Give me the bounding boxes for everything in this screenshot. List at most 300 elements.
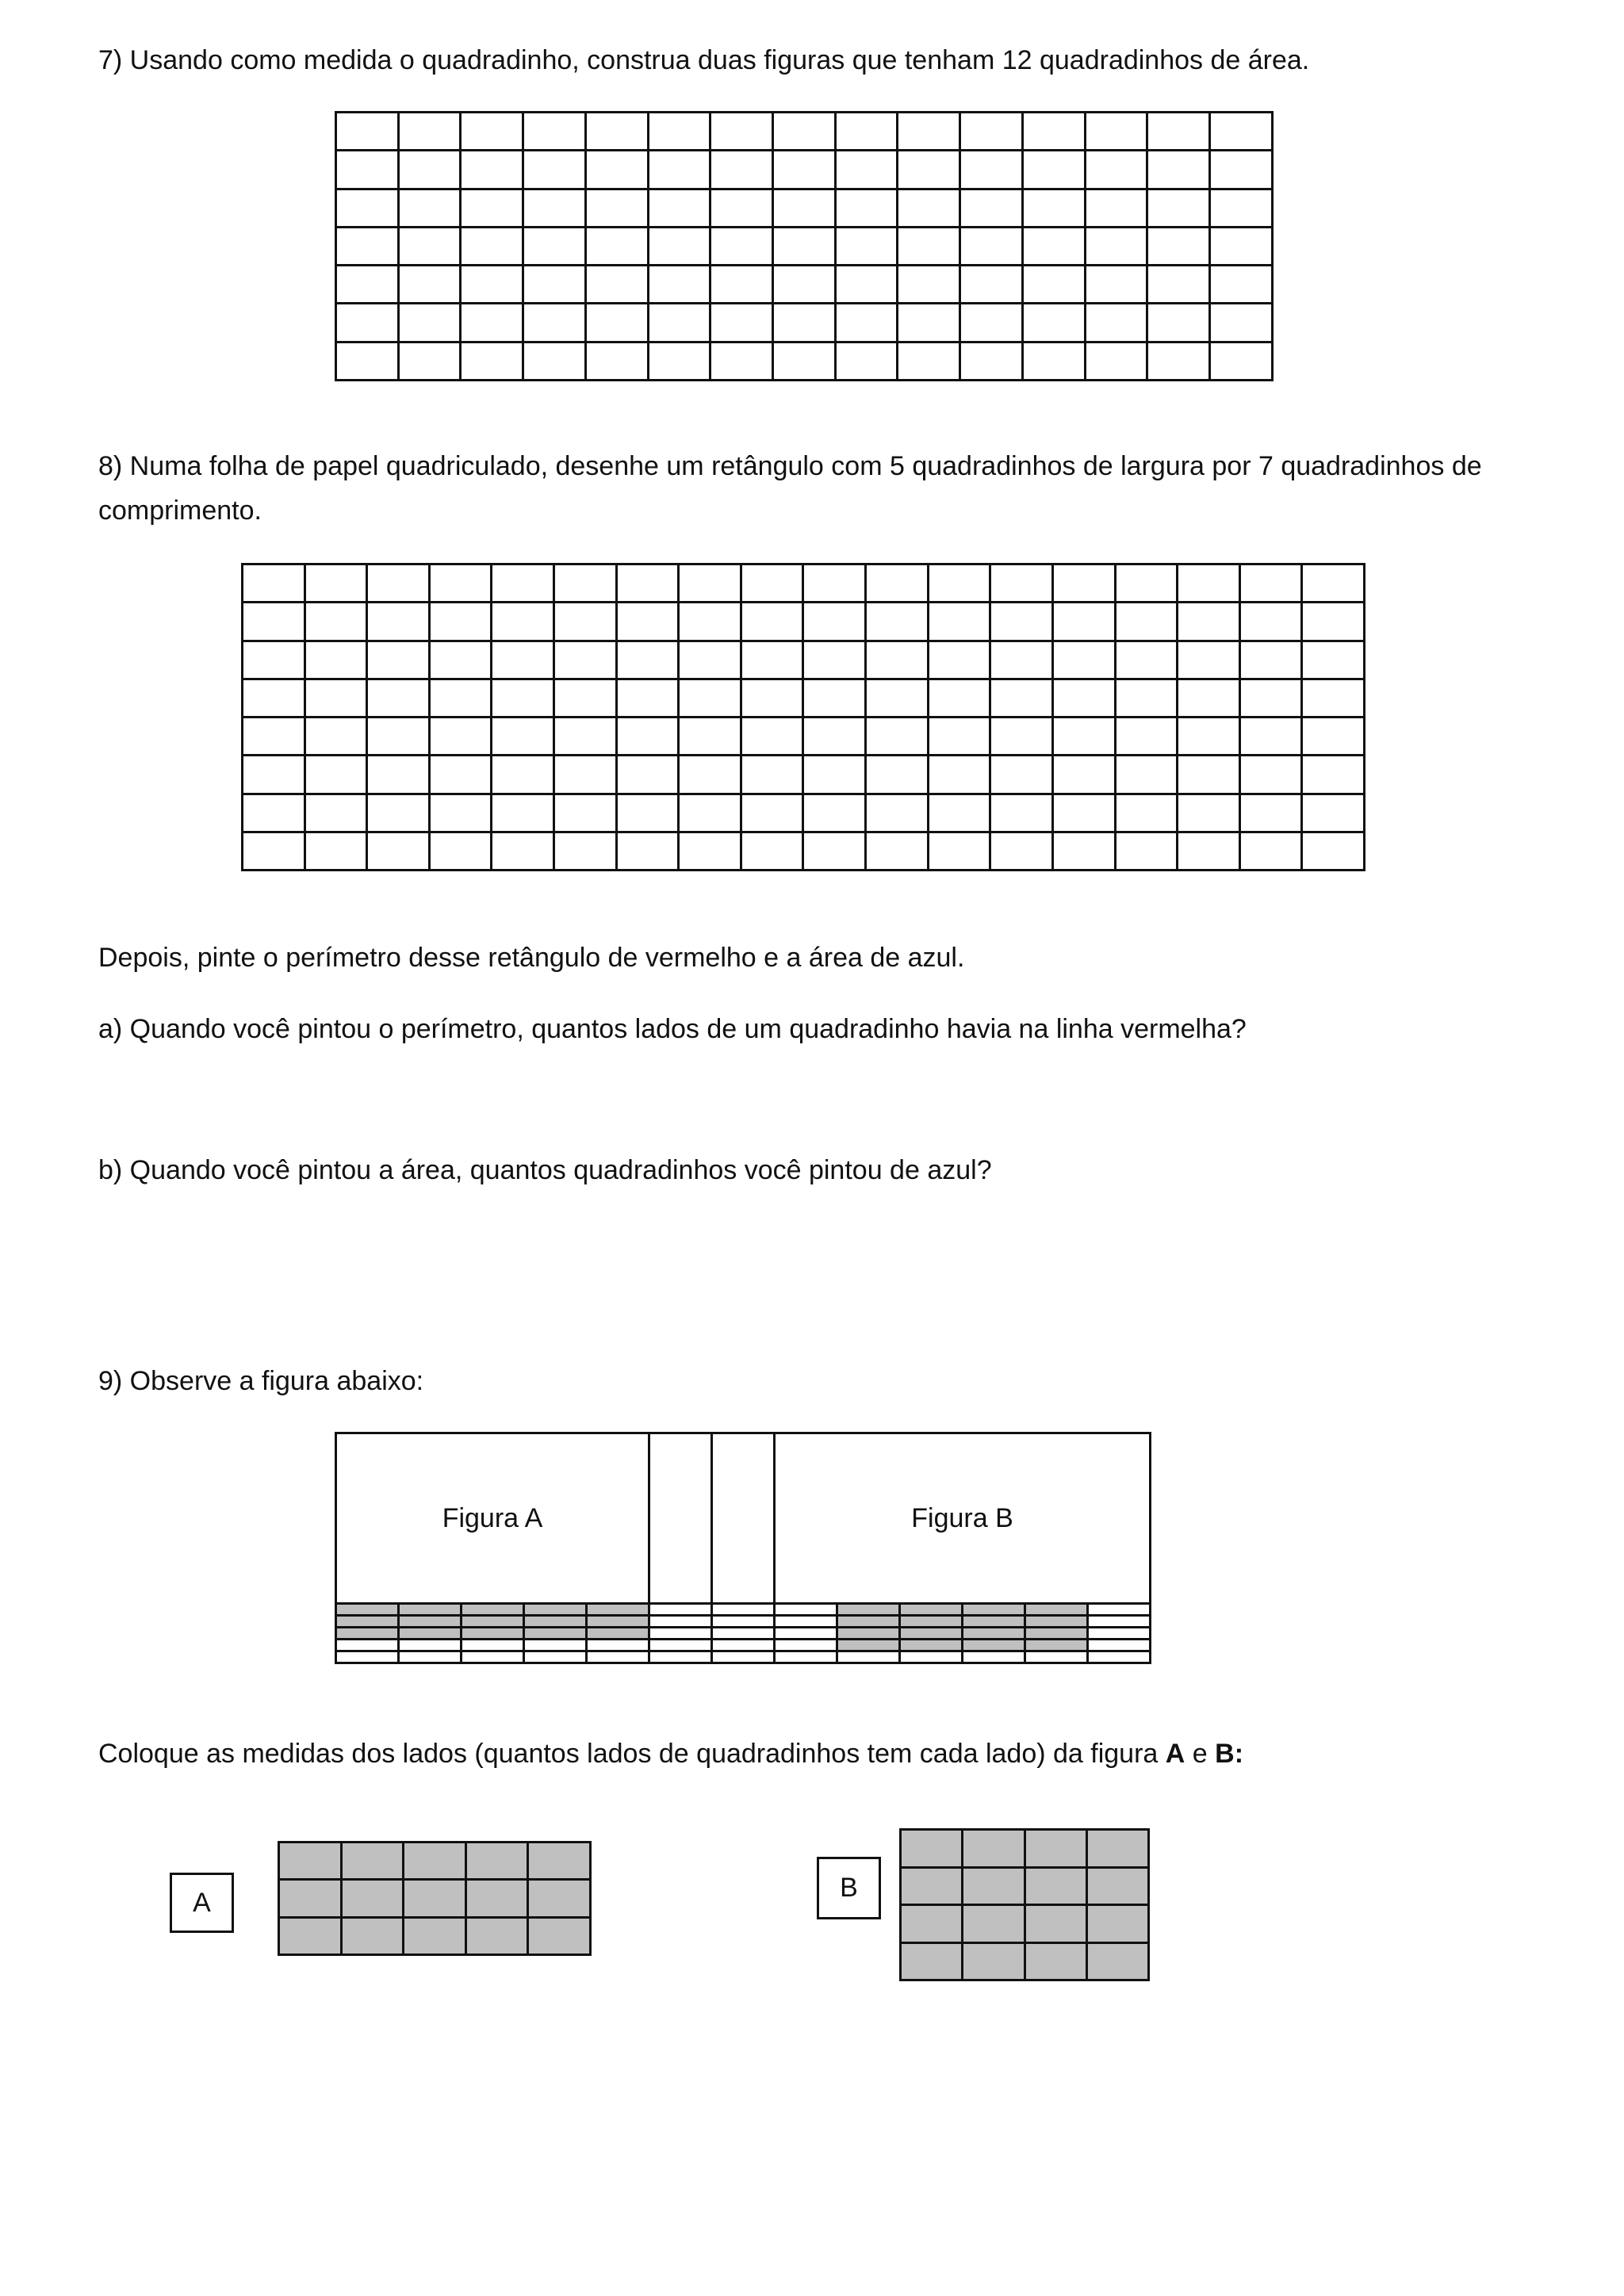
grid-cell[interactable] xyxy=(1178,832,1240,870)
grid-cell[interactable] xyxy=(304,718,367,756)
grid-cell[interactable] xyxy=(773,227,836,265)
grid-cell[interactable] xyxy=(367,718,430,756)
grid-cell[interactable] xyxy=(960,113,1023,151)
grid-cell[interactable] xyxy=(585,189,648,227)
grid-row xyxy=(279,1917,591,1954)
grid-cell[interactable] xyxy=(336,151,399,189)
grid-cell xyxy=(465,1843,528,1880)
grid-cell[interactable] xyxy=(1022,151,1085,189)
q7-text: 7) Usando como medida o quadradinho, construa duas figuras que tenham 12 quadradinhos de área. xyxy=(98,45,1310,75)
grid-cell xyxy=(901,1905,963,1943)
grid-cell[interactable] xyxy=(1302,718,1365,756)
grid-cell[interactable] xyxy=(648,151,710,189)
grid-cell xyxy=(649,1433,712,1604)
grid-cell[interactable] xyxy=(960,304,1023,342)
grid-row xyxy=(243,832,1365,870)
grid-cell[interactable] xyxy=(960,342,1023,380)
grid-cell[interactable] xyxy=(398,342,461,380)
grid-cell[interactable] xyxy=(243,756,305,794)
grid-cell[interactable] xyxy=(1052,756,1115,794)
grid-cell[interactable] xyxy=(928,564,990,603)
grid-cell[interactable] xyxy=(990,603,1053,641)
grid-cell[interactable] xyxy=(336,189,399,227)
grid-cell[interactable] xyxy=(648,266,710,304)
grid-cell xyxy=(341,1880,404,1917)
grid-cell[interactable] xyxy=(741,679,803,717)
grid-cell[interactable] xyxy=(741,564,803,603)
grid-cell xyxy=(712,1604,775,1616)
grid-cell[interactable] xyxy=(1210,342,1273,380)
grid-cell[interactable] xyxy=(1239,832,1302,870)
grid-cell[interactable] xyxy=(1178,718,1240,756)
grid-cell[interactable] xyxy=(866,832,929,870)
grid-cell[interactable] xyxy=(492,832,554,870)
grid-cell[interactable] xyxy=(648,342,710,380)
grid-cell[interactable] xyxy=(898,342,960,380)
grid-cell[interactable] xyxy=(398,227,461,265)
grid-cell[interactable] xyxy=(1147,113,1210,151)
grid-cell[interactable] xyxy=(835,342,898,380)
grid-cell[interactable] xyxy=(304,756,367,794)
grid-cell[interactable] xyxy=(773,113,836,151)
grid-cell[interactable] xyxy=(1302,794,1365,832)
grid-cell[interactable] xyxy=(367,564,430,603)
grid-cell[interactable] xyxy=(710,227,773,265)
q8-text-line2: comprimento. xyxy=(98,496,262,526)
grid-cell[interactable] xyxy=(1210,113,1273,151)
grid-cell[interactable] xyxy=(461,151,523,189)
grid-row xyxy=(279,1843,591,1880)
grid-cell xyxy=(462,1616,524,1628)
grid-cell[interactable] xyxy=(1115,679,1178,717)
grid-cell xyxy=(279,1880,342,1917)
grid-cell[interactable] xyxy=(741,641,803,679)
figure-a-grid xyxy=(278,1841,592,1956)
grid-cell[interactable] xyxy=(1239,564,1302,603)
grid-cell[interactable] xyxy=(1178,641,1240,679)
grid-cell[interactable] xyxy=(461,304,523,342)
grid-cell[interactable] xyxy=(866,603,929,641)
grid-cell[interactable] xyxy=(1147,342,1210,380)
grid-cell[interactable] xyxy=(928,603,990,641)
grid-cell[interactable] xyxy=(304,679,367,717)
grid-cell[interactable] xyxy=(741,603,803,641)
grid-cell[interactable] xyxy=(1085,342,1147,380)
grid-cell xyxy=(462,1604,524,1616)
grid-cell[interactable] xyxy=(429,564,492,603)
grid-cell[interactable] xyxy=(554,679,617,717)
grid-cell[interactable] xyxy=(866,564,929,603)
grid-cell[interactable] xyxy=(304,794,367,832)
grid-cell[interactable] xyxy=(928,718,990,756)
grid-cell[interactable] xyxy=(898,227,960,265)
grid-cell[interactable] xyxy=(741,718,803,756)
grid-cell[interactable] xyxy=(835,304,898,342)
grid-cell[interactable] xyxy=(710,266,773,304)
grid-cell[interactable] xyxy=(585,227,648,265)
grid-cell[interactable] xyxy=(679,794,741,832)
grid-cell[interactable] xyxy=(803,679,866,717)
grid-cell xyxy=(963,1616,1025,1628)
grid-cell[interactable] xyxy=(1210,189,1273,227)
grid-cell xyxy=(587,1640,649,1651)
grid-q9 xyxy=(335,1432,1151,1664)
grid-cell[interactable] xyxy=(1115,794,1178,832)
grid-row xyxy=(901,1830,1149,1868)
grid-cell[interactable] xyxy=(1052,794,1115,832)
grid-cell[interactable] xyxy=(1052,718,1115,756)
grid-cell[interactable] xyxy=(990,756,1053,794)
grid-cell[interactable] xyxy=(1115,603,1178,641)
grid-cell[interactable] xyxy=(336,304,399,342)
grid-cell[interactable] xyxy=(1022,113,1085,151)
grid-cell[interactable] xyxy=(928,756,990,794)
grid-cell[interactable] xyxy=(1302,603,1365,641)
grid-cell[interactable] xyxy=(1302,679,1365,717)
grid-cell[interactable] xyxy=(1115,564,1178,603)
grid-cell[interactable] xyxy=(1302,832,1365,870)
grid-cell[interactable] xyxy=(585,151,648,189)
q9-measure-and: e xyxy=(1185,1739,1216,1769)
grid-cell[interactable] xyxy=(803,832,866,870)
grid-cell[interactable] xyxy=(773,304,836,342)
q9-measure-a: A xyxy=(1165,1739,1185,1769)
grid-cell[interactable] xyxy=(461,342,523,380)
grid-cell[interactable] xyxy=(367,641,430,679)
grid-cell[interactable] xyxy=(461,189,523,227)
grid-cell[interactable] xyxy=(835,189,898,227)
grid-cell[interactable] xyxy=(336,227,399,265)
grid-cell xyxy=(528,1880,591,1917)
grid-cell[interactable] xyxy=(648,304,710,342)
q8-text-line1: 8) Numa folha de papel quadriculado, desenhe um retângulo com 5 quadradinhos de largura por 7 quadradinhos de xyxy=(98,451,1482,481)
grid-cell[interactable] xyxy=(243,832,305,870)
grid-cell[interactable] xyxy=(679,603,741,641)
grid-cell[interactable] xyxy=(523,227,586,265)
grid-cell[interactable] xyxy=(1052,832,1115,870)
grid-cell[interactable] xyxy=(679,832,741,870)
grid-cell[interactable] xyxy=(990,832,1053,870)
grid-cell[interactable] xyxy=(1052,564,1115,603)
grid-q7[interactable] xyxy=(335,111,1274,381)
grid-cell[interactable] xyxy=(960,266,1023,304)
grid-cell[interactable] xyxy=(866,794,929,832)
grid-cell[interactable] xyxy=(866,679,929,717)
grid-cell[interactable] xyxy=(773,266,836,304)
grid-cell[interactable] xyxy=(741,756,803,794)
grid-cell xyxy=(901,1830,963,1868)
grid-cell xyxy=(837,1604,900,1616)
grid-row xyxy=(336,1640,1151,1651)
grid-cell[interactable] xyxy=(679,718,741,756)
grid-cell[interactable] xyxy=(243,794,305,832)
grid-cell xyxy=(341,1917,404,1954)
grid-cell[interactable] xyxy=(898,266,960,304)
grid-cell xyxy=(465,1917,528,1954)
grid-cell[interactable] xyxy=(1052,603,1115,641)
grid-cell[interactable] xyxy=(1302,564,1365,603)
grid-cell xyxy=(900,1616,963,1628)
grid-cell[interactable] xyxy=(429,641,492,679)
grid-cell[interactable] xyxy=(928,832,990,870)
grid-cell[interactable] xyxy=(679,679,741,717)
grid-cell[interactable] xyxy=(990,718,1053,756)
grid-cell[interactable] xyxy=(1085,189,1147,227)
grid-cell[interactable] xyxy=(1085,113,1147,151)
grid-cell[interactable] xyxy=(679,564,741,603)
grid-cell[interactable] xyxy=(492,679,554,717)
grid-cell[interactable] xyxy=(554,603,617,641)
grid-cell[interactable] xyxy=(1239,794,1302,832)
grid-cell[interactable] xyxy=(367,794,430,832)
grid-cell[interactable] xyxy=(304,832,367,870)
grid-cell[interactable] xyxy=(1239,641,1302,679)
grid-cell[interactable] xyxy=(710,189,773,227)
grid-cell[interactable] xyxy=(492,718,554,756)
grid-cell[interactable] xyxy=(616,603,679,641)
grid-cell[interactable] xyxy=(835,151,898,189)
grid-cell[interactable] xyxy=(1052,641,1115,679)
grid-cell[interactable] xyxy=(1022,342,1085,380)
grid-cell[interactable] xyxy=(523,113,586,151)
grid-cell[interactable] xyxy=(243,679,305,717)
q9-measure-text xyxy=(98,1732,1243,1776)
grid-cell[interactable] xyxy=(803,603,866,641)
grid-cell[interactable] xyxy=(616,641,679,679)
grid-cell[interactable] xyxy=(429,756,492,794)
grid-cell[interactable] xyxy=(429,718,492,756)
grid-cell[interactable] xyxy=(523,266,586,304)
grid-cell[interactable] xyxy=(367,756,430,794)
grid-cell[interactable] xyxy=(585,266,648,304)
grid-cell[interactable] xyxy=(616,679,679,717)
grid-cell[interactable] xyxy=(898,189,960,227)
label-box-b: B xyxy=(817,1857,881,1919)
grid-cell[interactable] xyxy=(773,189,836,227)
grid-cell[interactable] xyxy=(304,603,367,641)
grid-cell[interactable] xyxy=(803,718,866,756)
grid-cell[interactable] xyxy=(554,641,617,679)
grid-cell[interactable] xyxy=(492,794,554,832)
grid-cell[interactable] xyxy=(1115,756,1178,794)
grid-cell[interactable] xyxy=(336,342,399,380)
grid-cell[interactable] xyxy=(1210,266,1273,304)
grid-cell[interactable] xyxy=(898,304,960,342)
grid-cell[interactable] xyxy=(990,679,1053,717)
grid-cell[interactable] xyxy=(554,718,617,756)
grid-cell[interactable] xyxy=(960,189,1023,227)
grid-cell[interactable] xyxy=(1022,266,1085,304)
grid-cell[interactable] xyxy=(1239,679,1302,717)
grid-cell[interactable] xyxy=(554,832,617,870)
grid-cell[interactable] xyxy=(243,564,305,603)
grid-cell[interactable] xyxy=(1178,756,1240,794)
grid-cell[interactable] xyxy=(1239,718,1302,756)
grid-cell[interactable] xyxy=(960,151,1023,189)
grid-cell[interactable] xyxy=(803,564,866,603)
grid-cell[interactable] xyxy=(710,113,773,151)
grid-cell[interactable] xyxy=(398,189,461,227)
grid-cell xyxy=(341,1843,404,1880)
grid-cell[interactable] xyxy=(1178,603,1240,641)
grid-cell xyxy=(712,1433,775,1604)
grid-cell[interactable] xyxy=(1210,227,1273,265)
grid-cell[interactable] xyxy=(554,564,617,603)
grid-cell[interactable] xyxy=(866,718,929,756)
grid-cell xyxy=(399,1628,462,1640)
grid-cell[interactable] xyxy=(461,113,523,151)
grid-row xyxy=(336,113,1273,151)
grid-cell[interactable] xyxy=(554,756,617,794)
grid-cell[interactable] xyxy=(960,227,1023,265)
grid-cell[interactable] xyxy=(803,794,866,832)
grid-cell[interactable] xyxy=(928,641,990,679)
grid-cell[interactable] xyxy=(429,794,492,832)
grid-cell[interactable] xyxy=(1147,227,1210,265)
grid-cell[interactable] xyxy=(1178,679,1240,717)
grid-cell xyxy=(1088,1628,1151,1640)
grid-cell[interactable] xyxy=(1239,603,1302,641)
grid-cell[interactable] xyxy=(1022,304,1085,342)
grid-cell[interactable] xyxy=(429,832,492,870)
grid-cell[interactable] xyxy=(1115,832,1178,870)
grid-cell[interactable] xyxy=(336,266,399,304)
grid-cell[interactable] xyxy=(648,113,710,151)
grid-cell[interactable] xyxy=(492,756,554,794)
grid-cell[interactable] xyxy=(585,113,648,151)
grid-cell[interactable] xyxy=(585,304,648,342)
grid-cell[interactable] xyxy=(1085,266,1147,304)
grid-cell[interactable] xyxy=(773,151,836,189)
grid-cell[interactable] xyxy=(898,151,960,189)
grid-cell[interactable] xyxy=(1147,189,1210,227)
grid-cell[interactable] xyxy=(1147,304,1210,342)
grid-cell[interactable] xyxy=(492,564,554,603)
grid-cell[interactable] xyxy=(1052,679,1115,717)
grid-cell[interactable] xyxy=(1178,564,1240,603)
grid-cell[interactable] xyxy=(367,603,430,641)
grid-cell[interactable] xyxy=(1147,266,1210,304)
grid-cell[interactable] xyxy=(1210,151,1273,189)
grid-cell[interactable] xyxy=(679,756,741,794)
grid-cell[interactable] xyxy=(1210,304,1273,342)
grid-cell[interactable] xyxy=(398,151,461,189)
grid-cell[interactable] xyxy=(554,794,617,832)
grid-cell[interactable] xyxy=(990,564,1053,603)
grid-cell[interactable] xyxy=(928,794,990,832)
grid-cell[interactable] xyxy=(304,564,367,603)
grid-cell xyxy=(524,1651,587,1663)
grid-cell[interactable] xyxy=(616,832,679,870)
grid-cell xyxy=(336,1604,399,1616)
grid-cell[interactable] xyxy=(243,603,305,641)
grid-cell[interactable] xyxy=(398,266,461,304)
grid-cell[interactable] xyxy=(367,832,430,870)
grid-cell[interactable] xyxy=(741,794,803,832)
grid-cell xyxy=(462,1640,524,1651)
grid-cell[interactable] xyxy=(523,342,586,380)
grid-cell[interactable] xyxy=(648,227,710,265)
grid-cell[interactable] xyxy=(773,342,836,380)
grid-cell[interactable] xyxy=(616,718,679,756)
grid-cell[interactable] xyxy=(803,756,866,794)
grid-cell xyxy=(1025,1628,1088,1640)
grid-cell[interactable] xyxy=(1115,718,1178,756)
grid-cell[interactable] xyxy=(1115,641,1178,679)
grid-cell xyxy=(1025,1640,1088,1651)
grid-cell[interactable] xyxy=(710,342,773,380)
grid-cell[interactable] xyxy=(835,266,898,304)
grid-cell[interactable] xyxy=(461,266,523,304)
grid-cell[interactable] xyxy=(492,641,554,679)
grid-cell[interactable] xyxy=(1085,227,1147,265)
grid-cell[interactable] xyxy=(304,641,367,679)
grid-cell[interactable] xyxy=(336,113,399,151)
grid-cell[interactable] xyxy=(1085,151,1147,189)
grid-cell[interactable] xyxy=(616,756,679,794)
grid-cell[interactable] xyxy=(1178,794,1240,832)
grid-cell[interactable] xyxy=(429,603,492,641)
grid-cell[interactable] xyxy=(898,113,960,151)
grid-cell[interactable] xyxy=(835,113,898,151)
grid-cell xyxy=(900,1651,963,1663)
grid-cell[interactable] xyxy=(803,641,866,679)
grid-cell[interactable] xyxy=(429,679,492,717)
grid-cell[interactable] xyxy=(1302,756,1365,794)
grid-cell[interactable] xyxy=(835,227,898,265)
grid-cell[interactable] xyxy=(243,641,305,679)
grid-cell[interactable] xyxy=(990,641,1053,679)
grid-cell[interactable] xyxy=(679,641,741,679)
grid-cell xyxy=(528,1917,591,1954)
grid-cell[interactable] xyxy=(523,189,586,227)
grid-cell[interactable] xyxy=(648,189,710,227)
grid-cell[interactable] xyxy=(1302,641,1365,679)
grid-cell[interactable] xyxy=(616,564,679,603)
grid-cell[interactable] xyxy=(710,304,773,342)
grid-cell xyxy=(649,1616,712,1628)
grid-cell[interactable] xyxy=(461,227,523,265)
grid-row xyxy=(336,266,1273,304)
grid-cell[interactable] xyxy=(741,832,803,870)
grid-cell xyxy=(279,1917,342,1954)
grid-cell[interactable] xyxy=(1022,189,1085,227)
q8-item-a: a) Quando você pintou o perímetro, quantos lados de um quadradinho havia na linha vermelha? xyxy=(98,1014,1247,1044)
grid-cell[interactable] xyxy=(866,641,929,679)
grid-cell[interactable] xyxy=(398,304,461,342)
grid-cell[interactable] xyxy=(492,603,554,641)
grid-cell[interactable] xyxy=(1147,151,1210,189)
grid-cell[interactable] xyxy=(243,718,305,756)
grid-cell[interactable] xyxy=(710,151,773,189)
grid-cell xyxy=(963,1830,1025,1868)
grid-cell xyxy=(775,1628,837,1640)
grid-cell[interactable] xyxy=(616,794,679,832)
grid-cell[interactable] xyxy=(866,756,929,794)
grid-cell[interactable] xyxy=(928,679,990,717)
grid-q8[interactable] xyxy=(241,563,1365,871)
grid-cell[interactable] xyxy=(523,304,586,342)
grid-cell[interactable] xyxy=(523,151,586,189)
grid-cell[interactable] xyxy=(1085,304,1147,342)
grid-cell[interactable] xyxy=(990,794,1053,832)
grid-cell xyxy=(524,1616,587,1628)
grid-cell[interactable] xyxy=(585,342,648,380)
grid-cell[interactable] xyxy=(1239,756,1302,794)
grid-cell[interactable] xyxy=(398,113,461,151)
grid-cell[interactable] xyxy=(1022,227,1085,265)
grid-cell[interactable] xyxy=(367,679,430,717)
